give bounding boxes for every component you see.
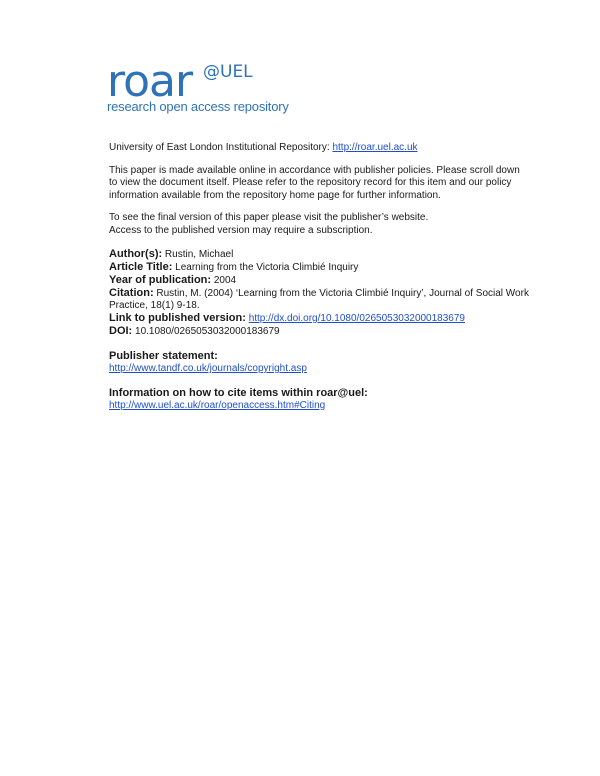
article-title-label: Article Title: xyxy=(109,261,173,273)
citation-value: Rustin, M. (2004) ‘Learning from the Victoria Climbié Inquiry’, Journal of Social Work Practice, 18(1) 9-18. xyxy=(109,288,529,311)
published-version-link[interactable]: http://dx.doi.org/10.1080/0265053032000183679 xyxy=(248,313,465,324)
publisher-statement-heading: Publisher statement: xyxy=(109,350,218,362)
final-version-line-1: To see the final version of this paper please visit the publisher’s website. xyxy=(109,212,429,223)
article-metadata xyxy=(109,248,529,338)
doi-row xyxy=(109,325,529,338)
publisher-copyright-link[interactable]: http://www.tandf.co.uk/journals/copyright.asp xyxy=(109,363,307,374)
repository-line xyxy=(109,142,529,155)
year-label: Year of publication: xyxy=(109,274,212,286)
cite-info-heading: Information on how to cite items within roar@uel: xyxy=(109,387,368,399)
year-row xyxy=(109,274,529,287)
article-title-value: Learning from the Victoria Climbié Inquiry xyxy=(172,262,359,273)
publisher-statement-section xyxy=(109,350,529,375)
doi-label: DOI: xyxy=(109,325,133,337)
policy-paragraph: This paper is made available online in accordance with publisher policies. Please scroll down to view the document itself. Please refer to the repository record for this item and our policy information available from the repository home page for further information. xyxy=(109,164,520,201)
author-row xyxy=(109,248,529,261)
final-version-paragraph xyxy=(109,212,529,237)
author-label: Author(s): xyxy=(109,248,163,260)
cite-info-section xyxy=(109,387,529,412)
logo-tagline: research open access repository xyxy=(107,99,289,114)
citation-row xyxy=(109,287,529,312)
author-value: Rustin, Michael xyxy=(162,249,234,260)
citation-label: Citation: xyxy=(109,287,154,299)
doi-value: 10.1080/0265053032000183679 xyxy=(132,326,280,337)
cover-page-content xyxy=(109,142,529,412)
logo-wordmark: roar xyxy=(107,56,193,107)
repository-link[interactable]: http://roar.uel.ac.uk xyxy=(332,142,418,153)
repository-prefix: University of East London Institutional Repository: xyxy=(109,142,333,153)
cite-info-link[interactable]: http://www.uel.ac.uk/roar/openaccess.htm#Citing xyxy=(109,400,326,411)
final-version-line-2: Access to the published version may require a subscription. xyxy=(109,224,373,236)
article-title-row xyxy=(109,261,529,274)
year-value: 2004 xyxy=(211,275,237,286)
published-version-label: Link to published version: xyxy=(109,312,246,324)
logo-at-uel: @UEL xyxy=(203,62,253,82)
published-version-row xyxy=(109,312,529,325)
roar-logo xyxy=(107,56,307,120)
